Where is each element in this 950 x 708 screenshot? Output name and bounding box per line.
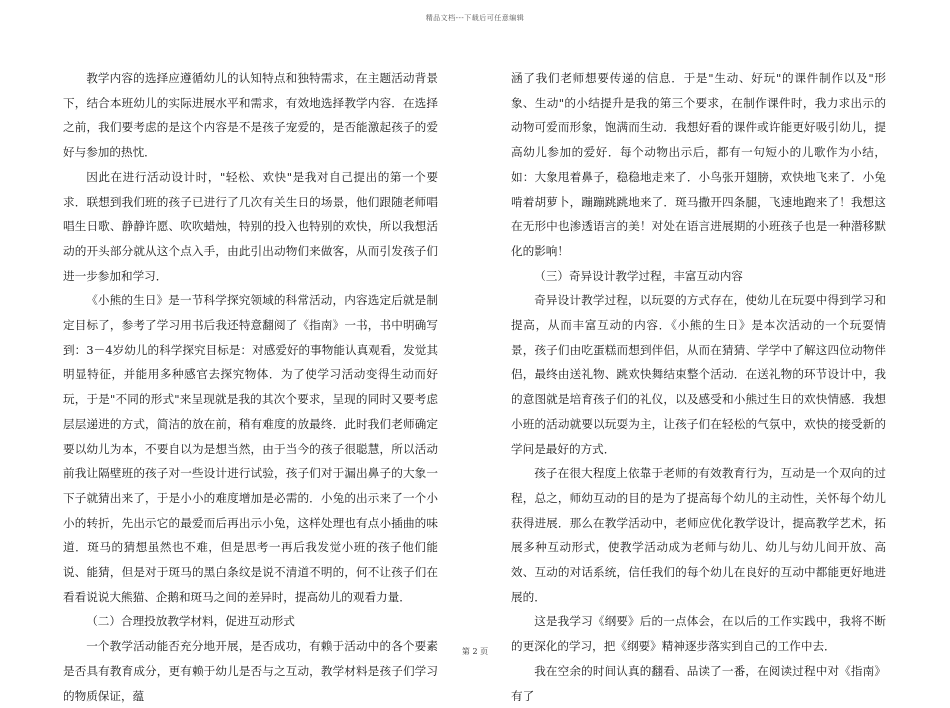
paragraph: 涵了我们老师想要传递的信息．于是"生动、好玩"的课件制作以及"形象、生动"的小结提升是我的第三个要求，在制作课件时，我力求出示的动物可爱而形象，饱满而生动．我想好看的课件或许能更好吸引幼儿，提高幼儿参加的爱好．每个动物出示后，都有一句短小的儿歌作为小结，如：大象甩着鼻子，稳稳地走来了．小鸟张开翅膀，欢快地飞来了．小兔啃着胡萝卜，蹦蹦跳跳地来了．斑马撒开四条腿，飞速地跑来了！我想这在无形中也渗透语言的美！对处在语言进展期的小班孩子也是一种潜移默化的影响！ (511, 71, 886, 258)
page-header: 精品文档---下载后可任意编辑 (425, 14, 525, 22)
page-number: 第 2 页 (461, 647, 489, 656)
paragraph: 一个教学活动能否充分地开展，是否成功，有赖于活动中的各个要素是否具有教育成分，更有赖于幼儿是否与之互动，教学材料是孩子们学习的物质保证，蕴 (63, 639, 438, 703)
paragraph: 教学内容的选择应遵循幼儿的认知特点和独特需求，在主题活动背景下，结合本班幼儿的实际进展水平和需求，有效地选择教学内容．在选择之前，我们要考虑的是这个内容是不是孩子宠爱的，是否能激起孩子的爱好与参加的热忱． (63, 71, 438, 160)
right-column (511, 66, 886, 708)
paragraph: 奇异设计教学过程，以玩耍的方式存在，使幼儿在玩耍中得到学习和提高，从而丰富互动的内容．《小熊的生日》是本次活动的一个玩耍情景，孩子们由吃蛋糕而想到伴侣，从而在猜猜、学学中了解这四位动物伴侣，最终由送礼物、跳欢快舞结束整个活动．在送礼物的环节设计中，我的意图就是培育孩子们的礼仪，以及感受和小熊过生日的欢快情感．我想小班的活动就要以玩耍为主，让孩子们在轻松的气氛中，欢快的接受新的学问是最好的方式． (511, 293, 886, 456)
paragraph: 我在空余的时间认真的翻看、品读了一番，在阅读过程中对《指南》有了 (511, 663, 886, 703)
paragraph: 这是我学习《纲要》后的一点体会，在以后的工作实践中，我将不断的更深化的学习，把《纲要》精神逐步落实到自己的工作中去． (511, 614, 886, 654)
left-column (63, 66, 438, 708)
paragraph: 孩子在很大程度上依靠于老师的有效教育行为，互动是一个双向的过程，总之，师幼互动的目的是为了提高每个幼儿的主动性，关怀每个幼儿获得进展．那么在教学活动中，老师应优化教学设计，提高教学艺术，拓展多种互动形式，使教学活动成为老师与幼儿、幼儿与幼儿间开放、高效、互动的对话系统，信任我们的每个幼儿在良好的互动中都能更好地进展的． (511, 466, 886, 604)
section-heading: （二）合理投放教学材料，促进互动形式 (86, 614, 295, 629)
section-heading: （三）奇异设计教学过程，丰富互动内容 (534, 268, 743, 283)
paragraph: 因此在进行活动设计时，"轻松、欢快"是我对自己提出的第一个要求．联想到我们班的孩子已进行了几次有关生日的场景，他们跟随老师唱唱生日歌、静静许愿、吹吹蜡烛，特别的投入也特别的欢快，所以我想活动的开头部分就从这个点入手，由此引出动物们来做客，从而引发孩子们进一步参加和学习． (63, 169, 438, 283)
paragraph: 《小熊的生日》是一节科学探究领域的科常活动，内容选定后就是制定目标了，参考了学习用书后我还特意翻阅了《指南》一书，书中明确写到：3－4岁幼儿的科学探究目标是：对感爱好的事物能认真观看，发觉其明显特征，并能用多种感官去探究物体．为了使学习活动变得生动而好玩，于是"不同的形式"来呈现就是我的其次个要求，呈现的同时又要考虑层层递进的方式，简洁的放在前，稍有难度的放最终．此时我们老师确定要以幼儿为本，不要自以为是想当然，由于当今的孩子很聪慧，所以活动前我让隔壁班的孩子对一些设计进行试验，孩子们对于漏出鼻子的大象一下子就猜出来了，于是小小的难度增加是必需的．小兔的出示来了一个小小的转折，先出示它的最爱而后再出示小兔，这样处理也有点小插曲的味道．斑马的猜想虽然也不难，但是思考一再后我发觉小班的孩子他们能说、能猜，但是对于斑马的黑白条纹是说不清道不明的，何不让孩子们在看看说说大熊猫、企鹅和斑马之间的差异时，提高幼儿的观看力量． (63, 293, 438, 604)
